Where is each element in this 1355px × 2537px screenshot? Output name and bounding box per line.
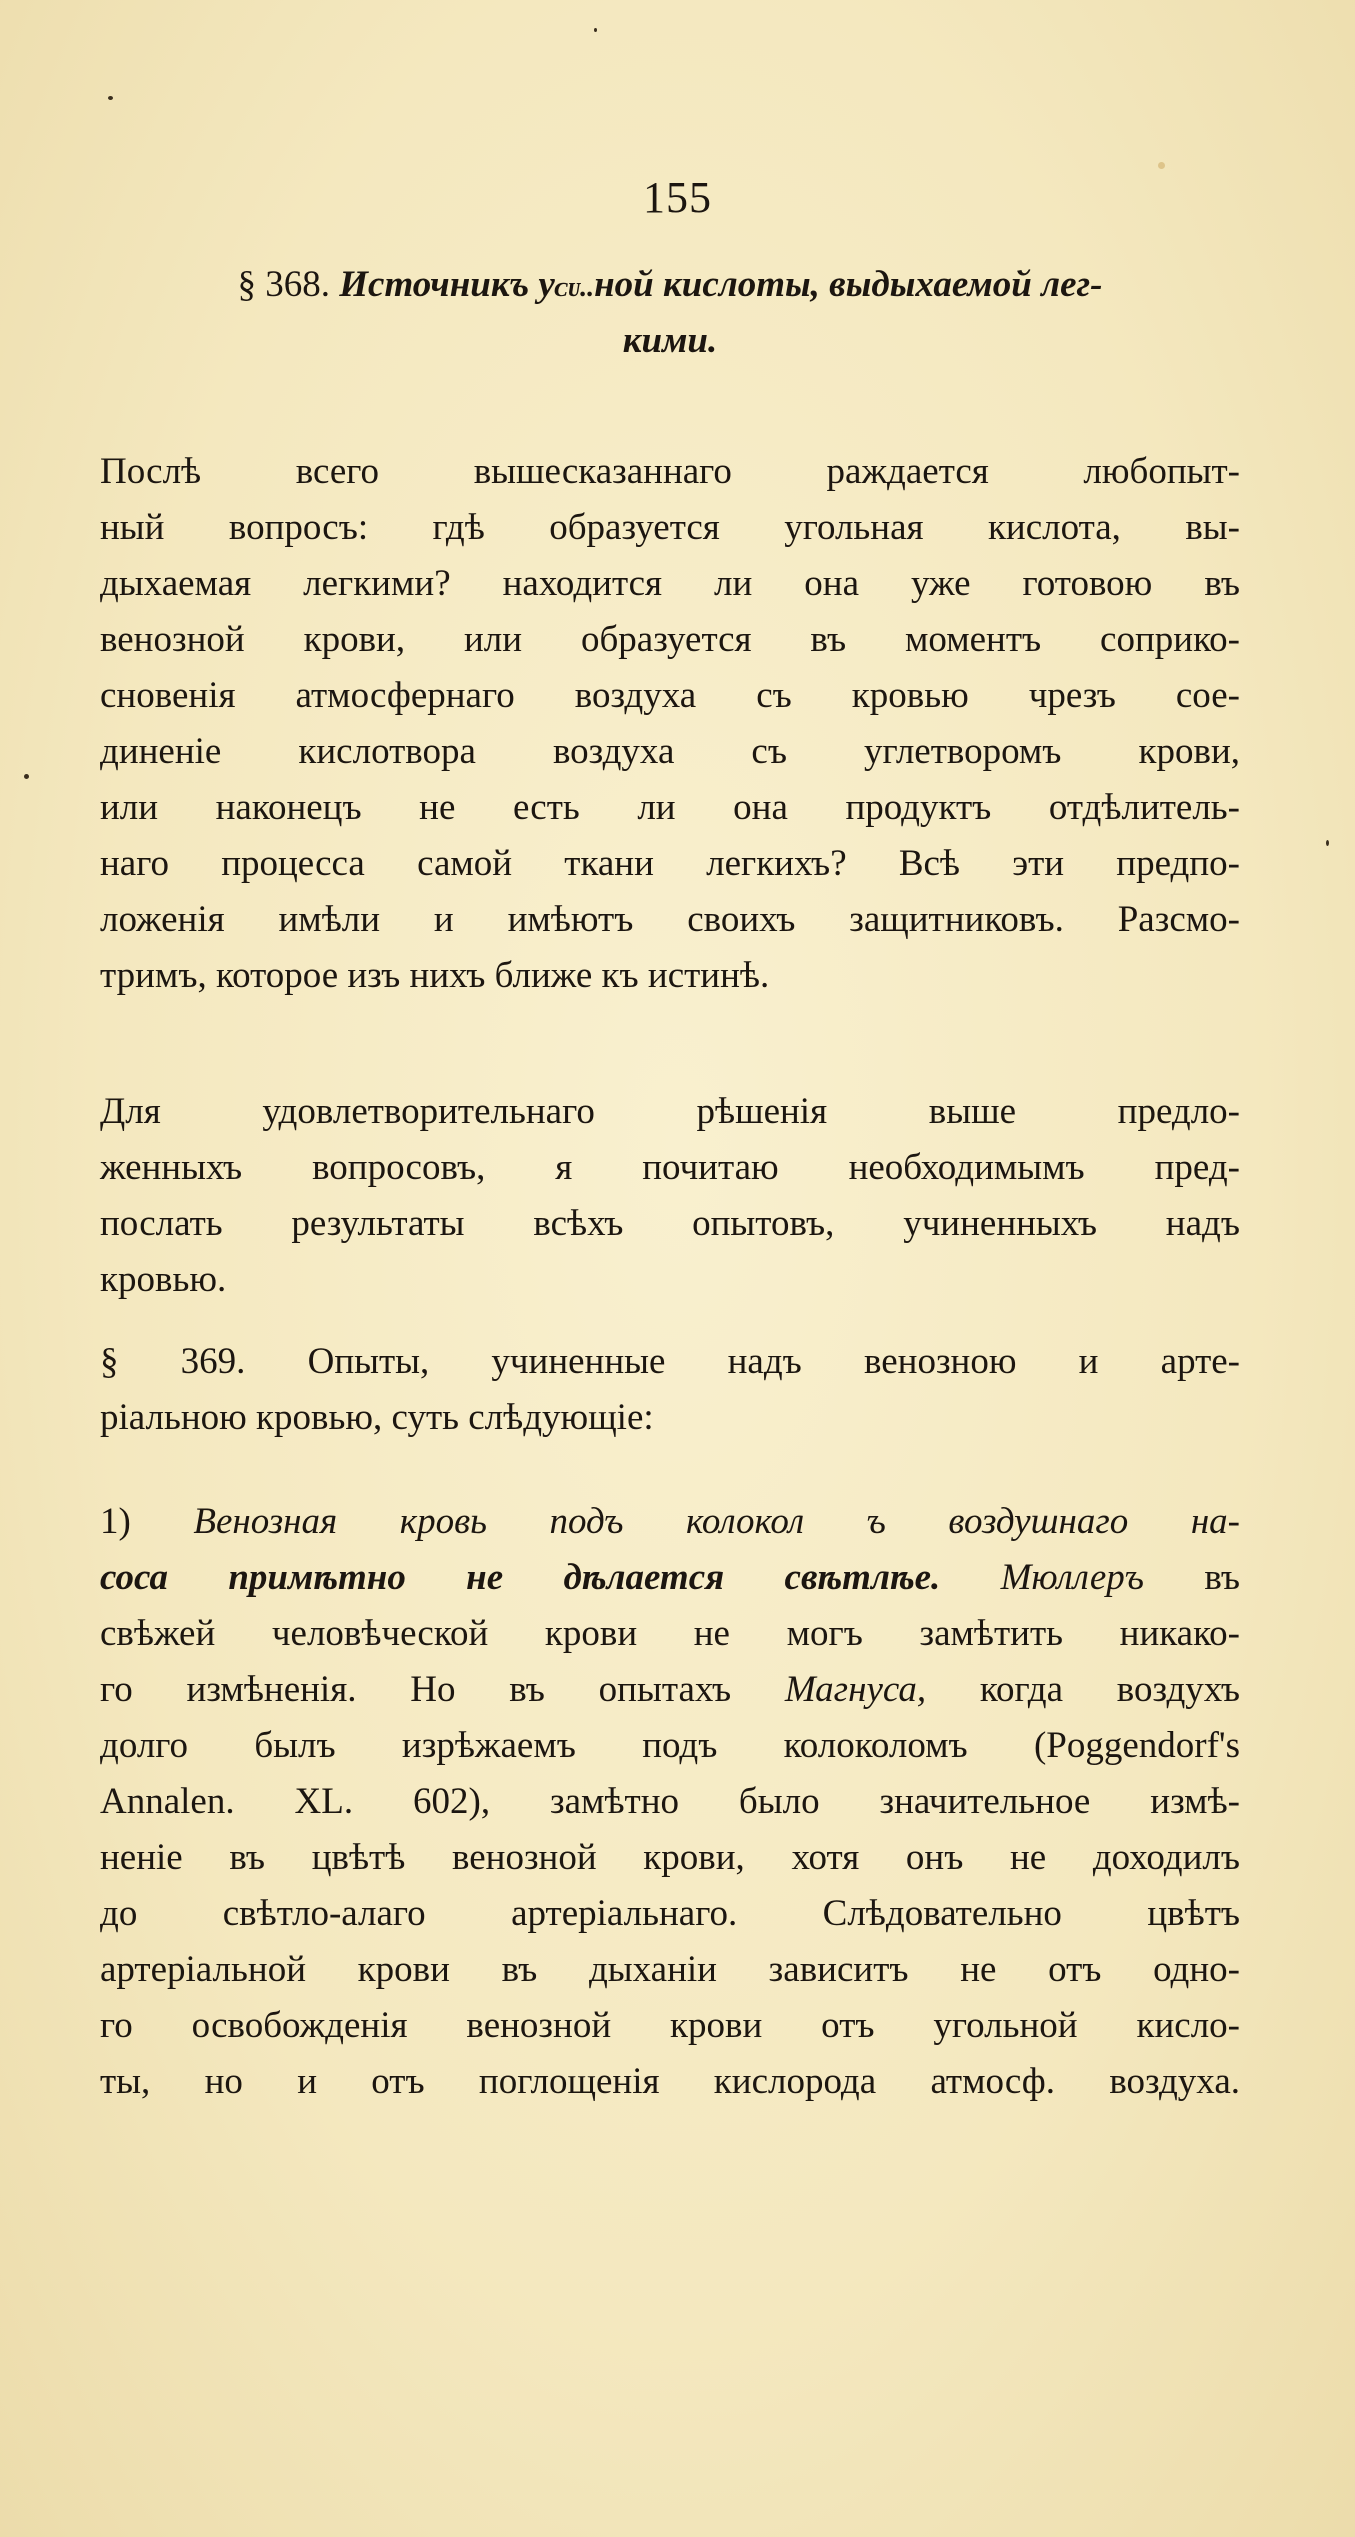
section-number: § 369. <box>100 1341 246 1382</box>
text-line: или наконецъ не есть ли она продуктъ отдѣлитель- <box>100 787 1240 828</box>
text-line: ложенія имѣли и имѣютъ своихъ защитниковъ. Разсмо- <box>100 899 1240 940</box>
text-line: наго процесса самой ткани легкихъ? Всѣ эти предпо- <box>100 843 1240 884</box>
section-number: § 368. <box>237 264 330 305</box>
page-number: 155 <box>643 173 712 222</box>
text-line: ріальною кровью, суть слѣдующіе: <box>100 1397 654 1438</box>
italic-emphasis: соса примѣтно не дѣлается свѣтлѣе. <box>100 1557 941 1598</box>
text-line: кровью. <box>100 1259 227 1300</box>
text-line: послать результаты всѣхъ опытовъ, учиненныхъ надъ <box>100 1203 1240 1244</box>
text-run: го измѣненія. Но въ опытахъ <box>100 1669 732 1710</box>
text-line-mixed <box>100 1662 1240 1718</box>
text-line: неніе въ цвѣтѣ венозной крови, хотя онъ не доходилъ <box>100 1837 1240 1878</box>
text-line: дыхаемая легкими? находится ли она уже готовою въ <box>100 563 1240 604</box>
heading-title-garbled: ᴄᴜ.. <box>554 272 595 303</box>
text-line: диненіе кислотвора воздуха съ углетворомъ крови, <box>100 731 1240 772</box>
text-line: артеріальной крови въ дыханіи зависитъ не отъ одно- <box>100 1949 1240 1990</box>
text-line: Annalen. XL. 602), замѣтно было значительное измѣ- <box>100 1781 1240 1822</box>
text-line: долго былъ изрѣжаемъ подъ колоколомъ (Poggendorf's <box>100 1725 1240 1766</box>
heading-title-part2: ной кислоты, выдыхаемой лег- <box>594 264 1103 305</box>
paragraph-3 <box>100 1334 1240 1446</box>
text-run: когда воздухъ <box>979 1669 1241 1710</box>
author-name: Магнуса, <box>784 1669 927 1710</box>
item-number: 1) <box>100 1501 131 1542</box>
text-line: го освобожденія венозной крови отъ угольной кисло- <box>100 2005 1240 2046</box>
paragraph-2 <box>100 1084 1240 1308</box>
author-name: Мюллеръ <box>1000 1557 1144 1598</box>
text-run: въ <box>1204 1557 1241 1598</box>
text-line: ты, но и отъ поглощенія кислорода атмосф. воздуха. <box>100 2061 1240 2102</box>
text-line: сновенія атмосфернаго воздуха съ кровью чрезъ сое- <box>100 675 1240 716</box>
heading-title-part1: Источникъ у <box>339 264 555 305</box>
text-line: Для удовлетворительнаго рѣшенія выше предло- <box>100 1091 1240 1132</box>
text-line: ный вопросъ: гдѣ образуется угольная кислота, вы- <box>100 507 1240 548</box>
paper-speck <box>1326 840 1329 846</box>
text-run: Опыты, учиненные надъ венозною и арте- <box>307 1341 1240 1382</box>
paragraph-1 <box>100 444 1240 1004</box>
text-line-mixed <box>100 1550 1240 1606</box>
paragraph-4 <box>100 1494 1240 2110</box>
section-heading <box>100 256 1240 368</box>
text-line: Послѣ всего вышесказаннаго раждается любопыт- <box>100 451 1240 492</box>
text-line: женныхъ вопросовъ, я почитаю необходимымъ пред- <box>100 1147 1240 1188</box>
heading-title-line2: кими. <box>622 320 718 361</box>
text-line: венозной крови, или образуется въ моментъ соприко- <box>100 619 1240 660</box>
paper-speck <box>594 28 597 32</box>
paper-speck <box>108 96 113 100</box>
italic-text: Венозная кровь подъ колокол ъ воздушнаго на- <box>193 1501 1240 1542</box>
text-line-with-section <box>100 1334 1240 1390</box>
text-line-italic-start <box>100 1494 1240 1550</box>
paper-speck <box>1158 162 1165 169</box>
text-line: до свѣтло-алаго артеріальнаго. Слѣдовательно цвѣтъ <box>100 1893 1240 1934</box>
text-line: свѣжей человѣческой крови не могъ замѣтить никако- <box>100 1613 1240 1654</box>
text-line: тримъ, которое изъ нихъ ближе къ истинѣ. <box>100 955 770 996</box>
paper-speck <box>24 774 29 779</box>
